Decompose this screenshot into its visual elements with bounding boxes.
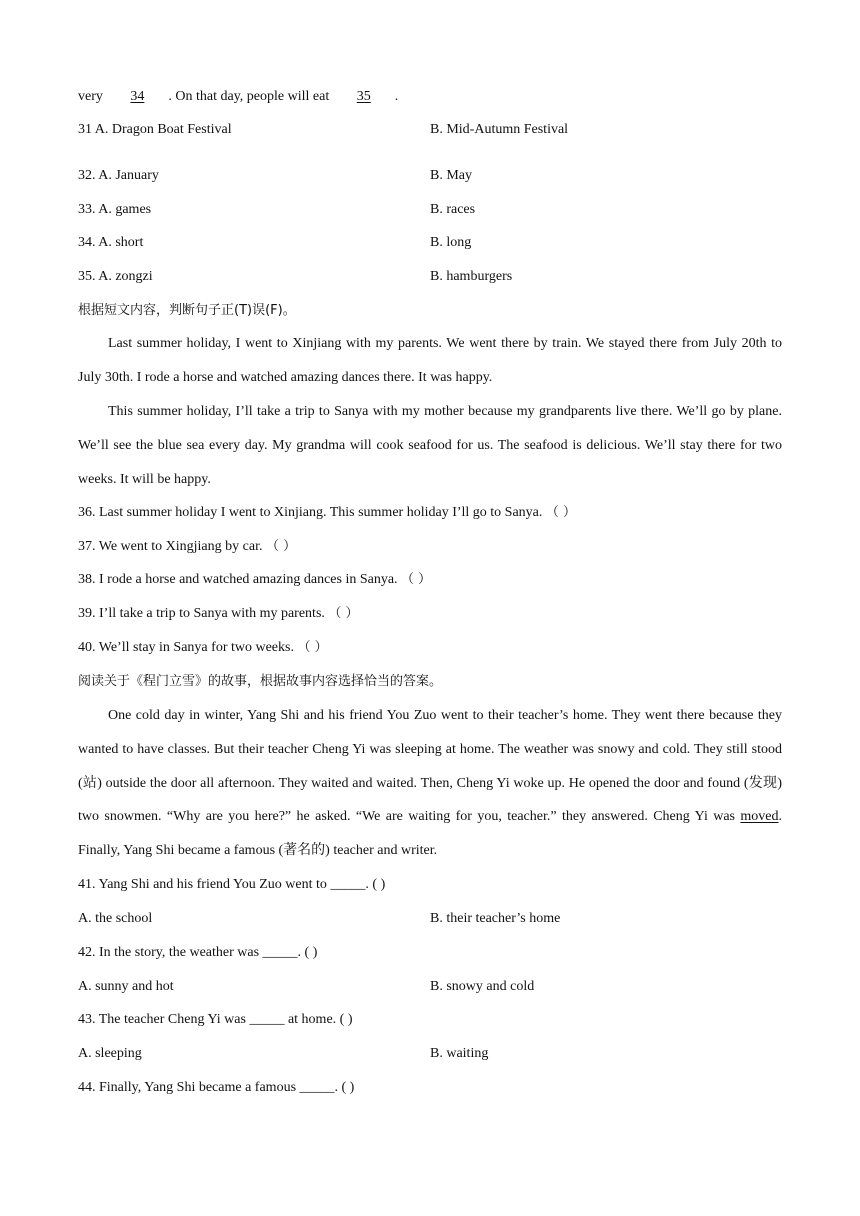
answer-paren-40[interactable]: （ ）: [297, 640, 328, 655]
tf-passage-paragraph-1: Last summer holiday, I went to Xinjiang with my parents. We went there by train. We stayed there from July 20th to July 30th. I rode a horse and watched amazing dances there. It was happy.: [78, 336, 782, 385]
tf-question-40: [78, 639, 782, 657]
option-43-a: A. sleeping: [78, 1046, 142, 1061]
story-question-42: 42. In the story, the weather was _____. ( ): [78, 945, 318, 960]
tf-question-38: [78, 571, 782, 589]
tf-question-37-text: 37. We went to Xingjiang by car.: [78, 539, 266, 554]
option-33-b: B. races: [430, 202, 476, 217]
tf-question-38-text: 38. I rode a horse and watched amazing dances in Sanya.: [78, 572, 402, 587]
option-31-b: B. Mid-Autumn Festival: [430, 122, 569, 137]
cloze-text-after-35: .: [394, 89, 399, 104]
option-41-b: B. their teacher’s home: [430, 911, 561, 926]
story-question-43: 43. The teacher Cheng Yi was _____ at home. ( ): [78, 1012, 353, 1027]
blank-35: 35: [356, 89, 371, 104]
option-31-a: 31 A. Dragon Boat Festival: [78, 122, 232, 137]
option-43-b: B. waiting: [430, 1046, 489, 1061]
tf-passage-paragraph-2: This summer holiday, I’ll take a trip to Sanya with my mother because my grandparents live there. We’ll go by plane. We’ll see the blue sea every day. My grandma will cook seafood for us. The seafood is delicious. We’ll stay there for two weeks. It will be happy.: [78, 404, 782, 487]
story-text-before: One cold day in winter, Yang Shi and his friend You Zuo went to their teacher’s home. They went there because they wanted to have classes. But their teacher Cheng Yi was sleeping at home. The weather was snowy and cold. They still stood (站) outside the door all afternoon. They waited and waited. Then, Cheng Yi woke up. He opened the door and found (发现) two snowmen. “Why are you here?” he asked. “We are waiting for you, teacher.” they answered. Cheng Yi was: [78, 708, 782, 825]
story-text-after: . Finally, Yang Shi became a famous (著名的) teacher and writer.: [78, 809, 782, 859]
story-passage: [78, 699, 782, 868]
tf-question-40-text: 40. We’ll stay in Sanya for two weeks.: [78, 640, 298, 655]
tf-question-36: [78, 504, 782, 522]
answer-paren-37[interactable]: （ ）: [265, 539, 297, 554]
tf-instruction: 根据短文内容，判断句子正(T)误(F)。: [78, 303, 296, 318]
option-32-b: B. May: [430, 168, 472, 183]
answer-paren-38[interactable]: （ ）: [401, 572, 432, 587]
answer-paren-39[interactable]: （ ）: [328, 606, 359, 621]
blank-34: 34: [130, 89, 145, 104]
answer-paren-36[interactable]: （ ）: [545, 505, 577, 520]
cloze-passage-end: [78, 88, 782, 106]
tf-question-36-text: 36. Last summer holiday I went to Xinjiang. This summer holiday I’ll go to Sanya.: [78, 505, 546, 520]
cloze-text-before-34: very: [78, 89, 107, 104]
story-instruction: 阅读关于《程门立雪》的故事，根据故事内容选择恰当的答案。: [78, 674, 443, 689]
option-34-b: B. long: [430, 235, 472, 250]
option-34-a: 34. A. short: [78, 235, 144, 250]
option-42-b: B. snowy and cold: [430, 979, 535, 994]
story-question-41: 41. Yang Shi and his friend You Zuo went to _____. ( ): [78, 877, 386, 892]
option-42-a: A. sunny and hot: [78, 979, 174, 994]
story-underlined-word: moved: [740, 809, 779, 825]
option-33-a: 33. A. games: [78, 202, 152, 217]
story-question-44: 44. Finally, Yang Shi became a famous _____. ( ): [78, 1080, 355, 1095]
tf-question-37: [78, 538, 782, 556]
option-35-a: 35. A. zongzi: [78, 269, 153, 284]
option-41-a: A. the school: [78, 911, 153, 926]
cloze-text-between: . On that day, people will eat: [168, 89, 333, 104]
tf-question-39-text: 39. I’ll take a trip to Sanya with my parents.: [78, 606, 329, 621]
option-35-b: B. hamburgers: [430, 269, 513, 284]
tf-question-39: [78, 605, 782, 623]
option-32-a: 32. A. January: [78, 168, 159, 183]
